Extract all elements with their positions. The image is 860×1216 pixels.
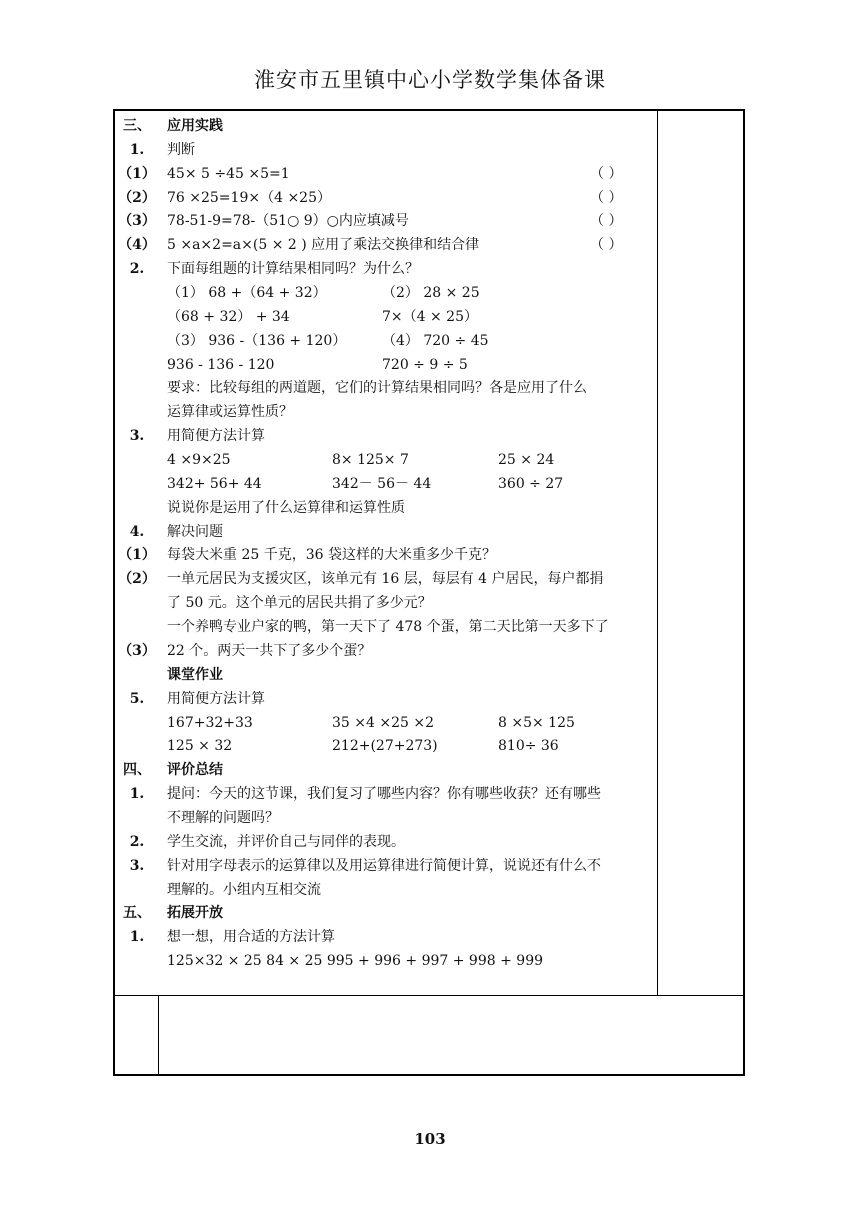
line-text: 想一想，用合适的方法计算 — [167, 929, 335, 946]
line-label: 1. — [129, 929, 145, 946]
expression-cell: 25 × 24 — [498, 452, 555, 469]
line-label: 3. — [129, 857, 145, 874]
line-label: 1. — [129, 786, 145, 803]
line-label: （1） — [118, 547, 156, 564]
column-divider-left — [158, 995, 159, 1075]
line-label: 4. — [129, 523, 145, 540]
expression-cell: 810÷ 36 — [498, 738, 559, 755]
expression-cell: 342+ 56+ 44 — [167, 475, 262, 492]
expression-cell: 4 ×9×25 — [167, 452, 231, 469]
line-text: 一个养鸭专业户家的鸭，第一天下了 478 个蛋，第二天比第一天多下了 — [167, 619, 609, 636]
answer-brackets: （ ） — [590, 237, 623, 254]
line-text: 一单元居民为支援灾区，该单元有 16 层，每层有 4 户居民，每户都捐 — [167, 571, 604, 588]
line-label: 3. — [129, 428, 145, 445]
expression-cell: 7×（4 × 25） — [382, 308, 478, 325]
line-text: 了 50 元。这个单元的居民共捐了多少元？ — [167, 595, 432, 612]
line-text: 要求：比较每组的两道题，它们的计算结果相同吗？各是应用了什么 — [167, 380, 587, 397]
expression-cell: 936 - 136 - 120 — [167, 356, 275, 373]
line-text: 76 ×25=19×（4 ×25） — [167, 189, 331, 206]
line-label: 2. — [129, 833, 145, 850]
line-text: 5 ×a×2=a×(5 × 2 ) 应用了乘法交换律和结合律 — [167, 237, 480, 254]
expression-cell: （68 + 32） + 34 — [167, 308, 290, 325]
line-label: 三、 — [123, 118, 151, 134]
line-label: （4） — [118, 237, 156, 254]
line-text: 下面每组题的计算结果相同吗？为什么？ — [167, 261, 419, 278]
section-heading: 评价总结 — [167, 762, 223, 779]
expression-cell: （4） 720 ÷ 45 — [382, 332, 489, 349]
line-text: 不理解的问题吗？ — [167, 809, 279, 826]
expression-cell: 8 ×5× 125 — [498, 714, 575, 731]
line-text: 说说你是运用了什么运算律和运算性质 — [167, 499, 405, 516]
page-title: 淮安市五里镇中心小学数学集体备课 — [254, 68, 606, 92]
line-text: 125×32 × 25 84 × 25 995 + 996 + 997 + 998 + 999 — [167, 953, 544, 970]
page-number: 103 — [414, 1130, 446, 1148]
expression-cell: 360 ÷ 27 — [498, 475, 564, 492]
line-text: 解决问题 — [167, 523, 223, 540]
line-label: （2） — [118, 189, 156, 206]
line-text: 理解的。小组内互相交流 — [167, 881, 321, 898]
line-label: 2. — [129, 261, 145, 278]
line-text: 22 个。两天一共下了多少个蛋？ — [167, 642, 372, 659]
expression-cell: （2） 28 × 25 — [382, 285, 480, 302]
line-label: 四、 — [123, 762, 151, 779]
line-text: 学生交流，并评价自己与同伴的表现。 — [167, 833, 405, 850]
line-label: （3） — [118, 642, 156, 659]
line-label: （2） — [118, 571, 156, 588]
line-text: 用简便方法计算 — [167, 690, 265, 707]
row-divider — [114, 995, 744, 996]
answer-brackets: （ ） — [590, 213, 623, 230]
line-label: （1） — [118, 165, 156, 182]
section-heading: 课堂作业 — [167, 666, 223, 683]
line-label: 1. — [129, 141, 145, 158]
expression-cell: 167+32+33 — [167, 714, 253, 731]
answer-brackets: （ ） — [590, 189, 623, 206]
column-divider-right — [657, 110, 658, 996]
line-text: 每袋大米重 25 千克，36 袋这样的大米重多少千克？ — [167, 547, 496, 564]
expression-cell: 720 ÷ 9 ÷ 5 — [382, 356, 468, 373]
line-label: （3） — [118, 213, 156, 230]
line-text: 用简便方法计算 — [167, 428, 265, 445]
line-text: 45× 5 ÷45 ×5=1 — [167, 165, 290, 182]
expression-cell: （3） 936 -（136 + 120） — [167, 332, 347, 349]
expression-cell: 342－ 56－ 44 — [332, 475, 432, 492]
line-label: 5. — [129, 690, 145, 707]
line-text: 78-51-9=78-（51○ 9）○内应填减号 — [167, 213, 409, 230]
line-label: 五、 — [123, 905, 151, 922]
line-text: 提问：今天的这节课，我们复习了哪些内容？你有哪些收获？还有哪些 — [167, 786, 601, 803]
expression-cell: 212+(27+273) — [332, 738, 438, 755]
expression-cell: （1） 68 +（64 + 32） — [167, 285, 327, 302]
expression-cell: 35 ×4 ×25 ×2 — [332, 714, 434, 731]
line-text: 针对用字母表示的运算律以及用运算律进行简便计算，说说还有什么不 — [167, 857, 601, 874]
answer-brackets: （ ） — [590, 165, 623, 182]
expression-cell: 8× 125× 7 — [332, 452, 409, 469]
line-text: 运算律或运算性质？ — [167, 404, 293, 421]
expression-cell: 125 × 32 — [167, 738, 233, 755]
section-heading: 拓展开放 — [167, 905, 223, 922]
line-text: 判断 — [167, 141, 195, 158]
section-heading: 应用实践 — [167, 118, 223, 134]
